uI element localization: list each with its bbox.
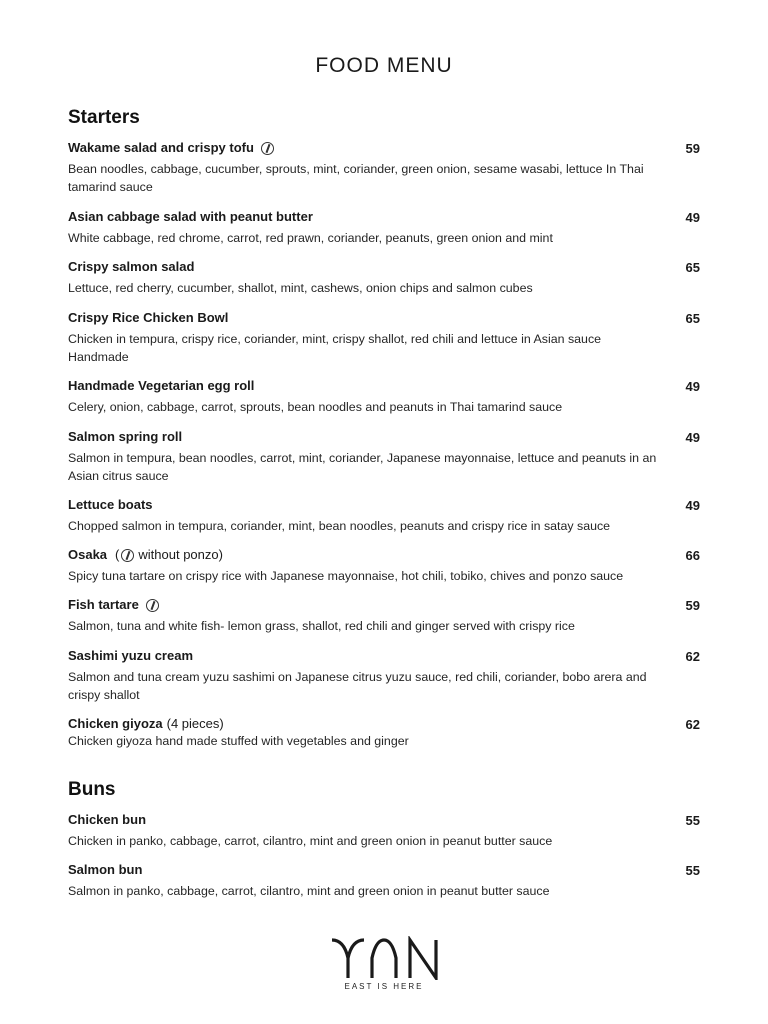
gluten-free-icon	[146, 599, 159, 612]
item-description: Spicy tuna tartare on crispy rice with Japanese mayonnaise, hot chili, tobiko, chives and ponzo sauce	[68, 569, 624, 583]
item-description: Chicken in panko, cabbage, carrot, cilantro, mint and green onion in peanut butter sauce	[68, 834, 553, 848]
item-price: 65	[685, 311, 700, 326]
item-name: Salmon spring roll	[68, 429, 183, 444]
section-title-buns: Buns	[68, 779, 116, 800]
brand-tagline: EAST IS HERE	[344, 982, 424, 991]
item-price: 66	[685, 548, 700, 563]
item-note-open: (	[115, 547, 120, 562]
item-price: 49	[685, 430, 700, 445]
item-note: (4 pieces)	[166, 716, 224, 731]
brand-logo	[0, 936, 768, 991]
item-name: Chicken bun	[68, 812, 147, 827]
item-price: 59	[685, 598, 700, 613]
item-note: without ponzo)	[138, 547, 223, 562]
item-name: Fish tartare	[68, 597, 139, 612]
item-description: Lettuce, red cherry, cucumber, shallot, mint, cashews, onion chips and salmon cubes	[68, 281, 533, 295]
page-title: FOOD MENU	[315, 54, 453, 77]
menu-item	[68, 862, 700, 900]
item-name: Crispy Rice Chicken Bowl	[68, 310, 229, 325]
item-name: Lettuce boats	[68, 497, 153, 512]
item-description: Celery, onion, cabbage, carrot, sprouts, bean noodles and peanuts in Thai tamarind sauce	[68, 400, 563, 414]
vegetarian-icon	[261, 142, 274, 155]
item-name: Asian cabbage salad with peanut butter	[68, 209, 313, 224]
item-description: Chicken giyoza hand made stuffed with vegetables and ginger	[68, 734, 409, 748]
menu-item	[68, 429, 700, 485]
item-name: Handmade Vegetarian egg roll	[68, 378, 255, 393]
item-price: 65	[685, 260, 700, 275]
item-price: 55	[685, 813, 700, 828]
gluten-free-icon	[121, 549, 134, 562]
menu-item	[68, 597, 700, 635]
item-price: 49	[685, 210, 700, 225]
item-description: Salmon, tuna and white fish- lemon grass, shallot, red chili and ginger served with crispy rice	[68, 619, 575, 633]
menu-item	[68, 310, 700, 366]
menu-item	[68, 547, 700, 585]
menu-item	[68, 209, 700, 247]
item-description: Salmon in panko, cabbage, carrot, cilantro, mint and green onion in peanut butter sauce	[68, 884, 550, 898]
item-name: Osaka	[68, 547, 108, 562]
item-name: Chicken giyoza	[68, 716, 163, 731]
item-name: Sashimi yuzu cream	[68, 648, 193, 663]
item-price: 59	[685, 141, 700, 156]
item-description: Chicken in tempura, crispy rice, coriander, mint, crispy shallot, red chili and lettuce in Asian sauce Handmade	[68, 332, 602, 364]
menu-item	[68, 378, 700, 416]
menu-item	[68, 140, 700, 196]
item-description: Salmon and tuna cream yuzu sashimi on Japanese citrus yuzu sauce, red chili, coriander, bobo arera and crispy shallot	[68, 670, 647, 702]
item-description: White cabbage, red chrome, carrot, red prawn, coriander, peanuts, green onion and mint	[68, 231, 553, 245]
item-price: 62	[685, 649, 700, 664]
item-name: Salmon bun	[68, 862, 143, 877]
menu-item	[68, 716, 700, 750]
item-name: Crispy salmon salad	[68, 259, 195, 274]
item-price: 49	[685, 498, 700, 513]
item-name: Wakame salad and crispy tofu	[68, 140, 254, 155]
item-price: 55	[685, 863, 700, 878]
item-price: 62	[685, 717, 700, 732]
item-price: 49	[685, 379, 700, 394]
item-description: Bean noodles, cabbage, cucumber, sprouts, mint, coriander, green onion, sesame wasabi, lettuce In Thai tamarind sauce	[68, 162, 644, 194]
menu-item	[68, 497, 700, 535]
menu-item	[68, 648, 700, 704]
item-description: Chopped salmon in tempura, coriander, mint, bean noodles, peanuts and crispy rice in satay sauce	[68, 519, 611, 533]
item-description: Salmon in tempura, bean noodles, carrot, mint, coriander, Japanese mayonnaise, lettuce and peanuts in an Asian citrus sauce	[68, 451, 657, 483]
menu-item	[68, 259, 700, 297]
yan-logo-mark	[328, 936, 440, 980]
menu-item	[68, 812, 700, 850]
section-title-starters: Starters	[68, 107, 140, 128]
